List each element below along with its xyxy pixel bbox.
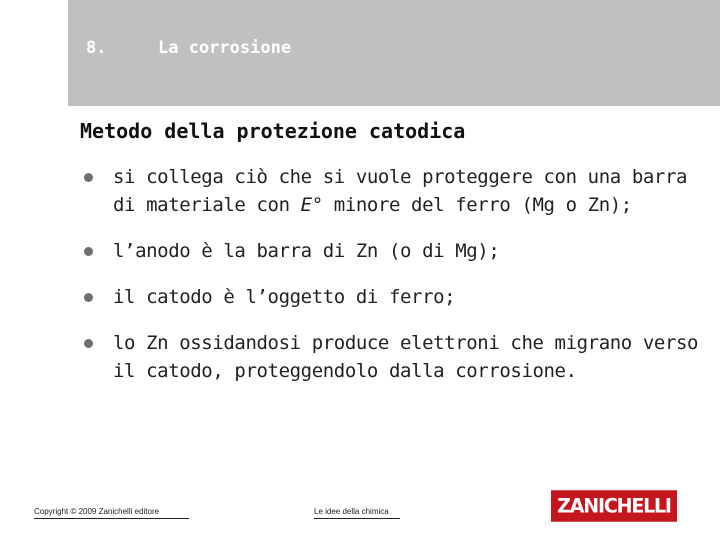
bullet-item — [80, 283, 700, 311]
bullet-item — [80, 329, 700, 385]
bullet-dot-icon — [84, 293, 93, 302]
bullet-text: lo Zn ossidandosi produce elettroni che migrano verso il catodo, proteggendolo dalla corrosione. — [113, 332, 699, 382]
bullet-list — [80, 163, 700, 385]
bullet-item — [80, 163, 700, 219]
bullet-text: l’anodo è la barra di Zn (o di Mg); — [113, 240, 500, 262]
bullet-item — [80, 237, 700, 265]
chapter-number: 8. — [86, 38, 107, 58]
copyright-link[interactable]: Copyright © 2009 Zanichelli editore — [34, 507, 160, 516]
book-title-link[interactable]: Le idee della chimica — [314, 507, 389, 516]
bullet-text: il catodo è l’oggetto di ferro; — [113, 286, 456, 308]
copyright-underline — [34, 518, 189, 519]
book-title-underline — [314, 518, 400, 519]
bullet-dot-icon — [84, 339, 93, 348]
slide-title: Metodo della protezione catodica — [80, 119, 466, 143]
publisher-logo: ZANICHELLI — [551, 490, 677, 522]
bullet-dot-icon — [84, 173, 93, 182]
bullet-dot-icon — [84, 247, 93, 256]
chapter-title: La corrosione — [158, 38, 292, 58]
standard-potential-symbol: E° — [300, 194, 323, 216]
bullet-text: si collega ciò che si vuole proteggere con una barra di materiale con E° minore del ferro (Mg o Zn); — [113, 166, 688, 216]
